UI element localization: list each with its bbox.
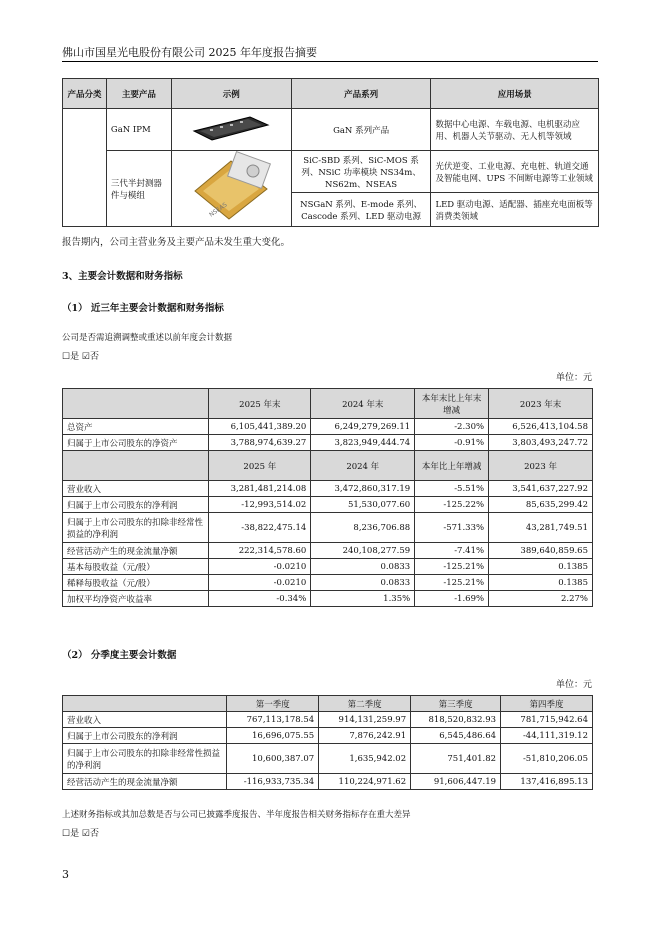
cell: 0.0833	[311, 559, 415, 575]
cell: 10,600,387.07	[227, 744, 319, 774]
cell: -38,822,475.14	[209, 513, 311, 543]
cell: 2.27%	[489, 591, 593, 607]
cell: 3,541,637,227.92	[489, 481, 593, 497]
series-cell: SiC-SBD 系列、SiC-MOS 系列、NSiC 功率模块 NS34m、NS62m、NSEAS	[291, 151, 431, 193]
table-row	[63, 591, 593, 607]
row-label: 基本每股收益（元/股）	[63, 559, 209, 575]
col-header: 本年末比上年末增减	[415, 389, 489, 419]
subsection-title: （1） 近三年主要会计数据和财务指标	[62, 303, 224, 314]
cell: 767,113,178.54	[227, 712, 319, 728]
cell: 0.1385	[489, 559, 593, 575]
row-label: 营业收入	[63, 481, 209, 497]
blank-header	[63, 696, 227, 712]
cell: -5.51%	[415, 481, 489, 497]
blank-header	[63, 451, 209, 481]
financial-table	[62, 388, 593, 607]
col-header: 第二季度	[319, 696, 411, 712]
cell: 3,803,493,247.72	[489, 435, 593, 451]
table-row	[63, 728, 593, 744]
col-header-series: 产品系列	[291, 79, 431, 109]
unit-label: 单位：元	[555, 373, 592, 383]
cell: -7.41%	[415, 543, 489, 559]
row-label: 营业收入	[63, 712, 227, 728]
col-header-example: 示例	[171, 79, 291, 109]
product-cell: GaN IPM	[106, 109, 171, 151]
cell: 914,131,259.97	[319, 712, 411, 728]
header-rule	[62, 61, 598, 62]
cell: -12,993,514.02	[209, 497, 311, 513]
product-cell: 三代半封测器件与模组	[106, 151, 171, 227]
scene-cell: 光伏逆变、工业电源、充电桩、轨道交通及智能电网、UPS 不间断电源等工业领域	[431, 151, 599, 193]
scene-cell: 数据中心电源、车载电源、电机驱动应用、机器人关节驱动、无人机等领域	[431, 109, 599, 151]
cell: -0.34%	[209, 591, 311, 607]
cell: 3,788,974,639.27	[209, 435, 311, 451]
cell: 240,108,277.59	[311, 543, 415, 559]
row-label: 归属于上市公司股东的净利润	[63, 497, 209, 513]
cell: 222,314,578.60	[209, 543, 311, 559]
row-label: 归属于上市公司股东的扣除非经常性损益的净利润	[63, 744, 227, 774]
difference-answer: ☐是 ☑否	[62, 829, 99, 839]
cell: -125.21%	[415, 575, 489, 591]
cell: -571.33%	[415, 513, 489, 543]
cell: 3,472,860,317.19	[311, 481, 415, 497]
cell: -116,933,735.34	[227, 774, 319, 790]
restate-question: 公司是否需追溯调整或重述以前年度会计数据	[62, 333, 233, 343]
example-image	[171, 151, 291, 227]
restate-answer: ☐是 ☑否	[62, 352, 99, 362]
section-title: 3、主要会计数据和财务指标	[62, 271, 183, 282]
col-header: 2023 年	[489, 451, 593, 481]
cell: -125.22%	[415, 497, 489, 513]
image-label: NSEAS	[208, 201, 229, 219]
table-row	[63, 575, 593, 591]
product-table	[62, 78, 599, 227]
row-label: 加权平均净资产收益率	[63, 591, 209, 607]
scene-cell: LED 驱动电源、适配器、插座充电面板等消费类领域	[431, 193, 599, 227]
row-label: 经营活动产生的现金流量净额	[63, 543, 209, 559]
col-header: 2025 年	[209, 451, 311, 481]
table-row	[63, 497, 593, 513]
cell: 8,236,706.88	[311, 513, 415, 543]
cell: 110,224,971.62	[319, 774, 411, 790]
col-header: 2024 年末	[311, 389, 415, 419]
table-row	[63, 744, 593, 774]
col-header-product: 主要产品	[106, 79, 171, 109]
table-row	[63, 543, 593, 559]
table-row	[63, 559, 593, 575]
cell: 43,281,749.51	[489, 513, 593, 543]
cell: -2.30%	[415, 419, 489, 435]
cell: -1.69%	[415, 591, 489, 607]
table-row	[63, 481, 593, 497]
col-header: 第三季度	[411, 696, 501, 712]
table-row	[63, 435, 593, 451]
cell: 6,526,413,104.58	[489, 419, 593, 435]
cell: -0.91%	[415, 435, 489, 451]
cell: 781,715,942.64	[501, 712, 593, 728]
page-number: 3	[62, 868, 69, 881]
col-header: 第一季度	[227, 696, 319, 712]
row-label: 归属于上市公司股东的净利润	[63, 728, 227, 744]
col-header: 第四季度	[501, 696, 593, 712]
table-row	[63, 151, 599, 193]
page-header: 佛山市国星光电股份有限公司 2025 年年度报告摘要	[62, 46, 317, 59]
col-header-scene: 应用场景	[431, 79, 599, 109]
cell: 0.1385	[489, 575, 593, 591]
cell: 6,249,279,269.11	[311, 419, 415, 435]
col-header: 本年比上年增减	[415, 451, 489, 481]
difference-question: 上述财务指标或其加总数是否与公司已披露季度报告、半年度报告相关财务指标存在重大差异	[62, 810, 411, 820]
table-row	[63, 513, 593, 543]
col-header: 2024 年	[311, 451, 415, 481]
table-row	[63, 419, 593, 435]
cell: 137,416,895.13	[501, 774, 593, 790]
category-cell	[63, 109, 107, 227]
series-cell: NSGaN 系列、E-mode 系列、Cascode 系列、LED 驱动电源	[291, 193, 431, 227]
cell: 1.35%	[311, 591, 415, 607]
cell: 51,530,077.60	[311, 497, 415, 513]
cell: -0.0210	[209, 575, 311, 591]
cell: 1,635,942.02	[319, 744, 411, 774]
cell: 6,105,441,389.20	[209, 419, 311, 435]
note-no-change: 报告期内，公司主营业务及主要产品未发生重大变化。	[62, 237, 291, 248]
col-header: 2025 年末	[209, 389, 311, 419]
row-label: 总资产	[63, 419, 209, 435]
cell: -125.21%	[415, 559, 489, 575]
cell: -51,810,206.05	[501, 744, 593, 774]
cell: -0.0210	[209, 559, 311, 575]
cell: 389,640,859.65	[489, 543, 593, 559]
table-row	[63, 774, 593, 790]
example-image	[171, 109, 291, 151]
unit-label: 单位：元	[555, 680, 592, 690]
cell: 0.0833	[311, 575, 415, 591]
cell: 91,606,447.19	[411, 774, 501, 790]
cell: -44,111,319.12	[501, 728, 593, 744]
cell: 818,520,832.93	[411, 712, 501, 728]
row-label: 稀释每股收益（元/股）	[63, 575, 209, 591]
cell: 6,545,486.64	[411, 728, 501, 744]
cell: 751,401.82	[411, 744, 501, 774]
row-label: 归属于上市公司股东的扣除非经常性损益的净利润	[63, 513, 209, 543]
series-cell: GaN 系列产品	[291, 109, 431, 151]
table-row	[63, 109, 599, 151]
cell: 7,876,242.91	[319, 728, 411, 744]
cell: 3,281,481,214.08	[209, 481, 311, 497]
subsection-title: （2） 分季度主要会计数据	[62, 650, 177, 661]
col-header-category: 产品分类	[63, 79, 107, 109]
cell: 85,635,299.42	[489, 497, 593, 513]
row-label: 归属于上市公司股东的净资产	[63, 435, 209, 451]
cell: 16,696,075.55	[227, 728, 319, 744]
table-row	[63, 712, 593, 728]
blank-header	[63, 389, 209, 419]
quarterly-table	[62, 695, 593, 790]
col-header: 2023 年末	[489, 389, 593, 419]
cell: 3,823,949,444.74	[311, 435, 415, 451]
row-label: 经营活动产生的现金流量净额	[63, 774, 227, 790]
